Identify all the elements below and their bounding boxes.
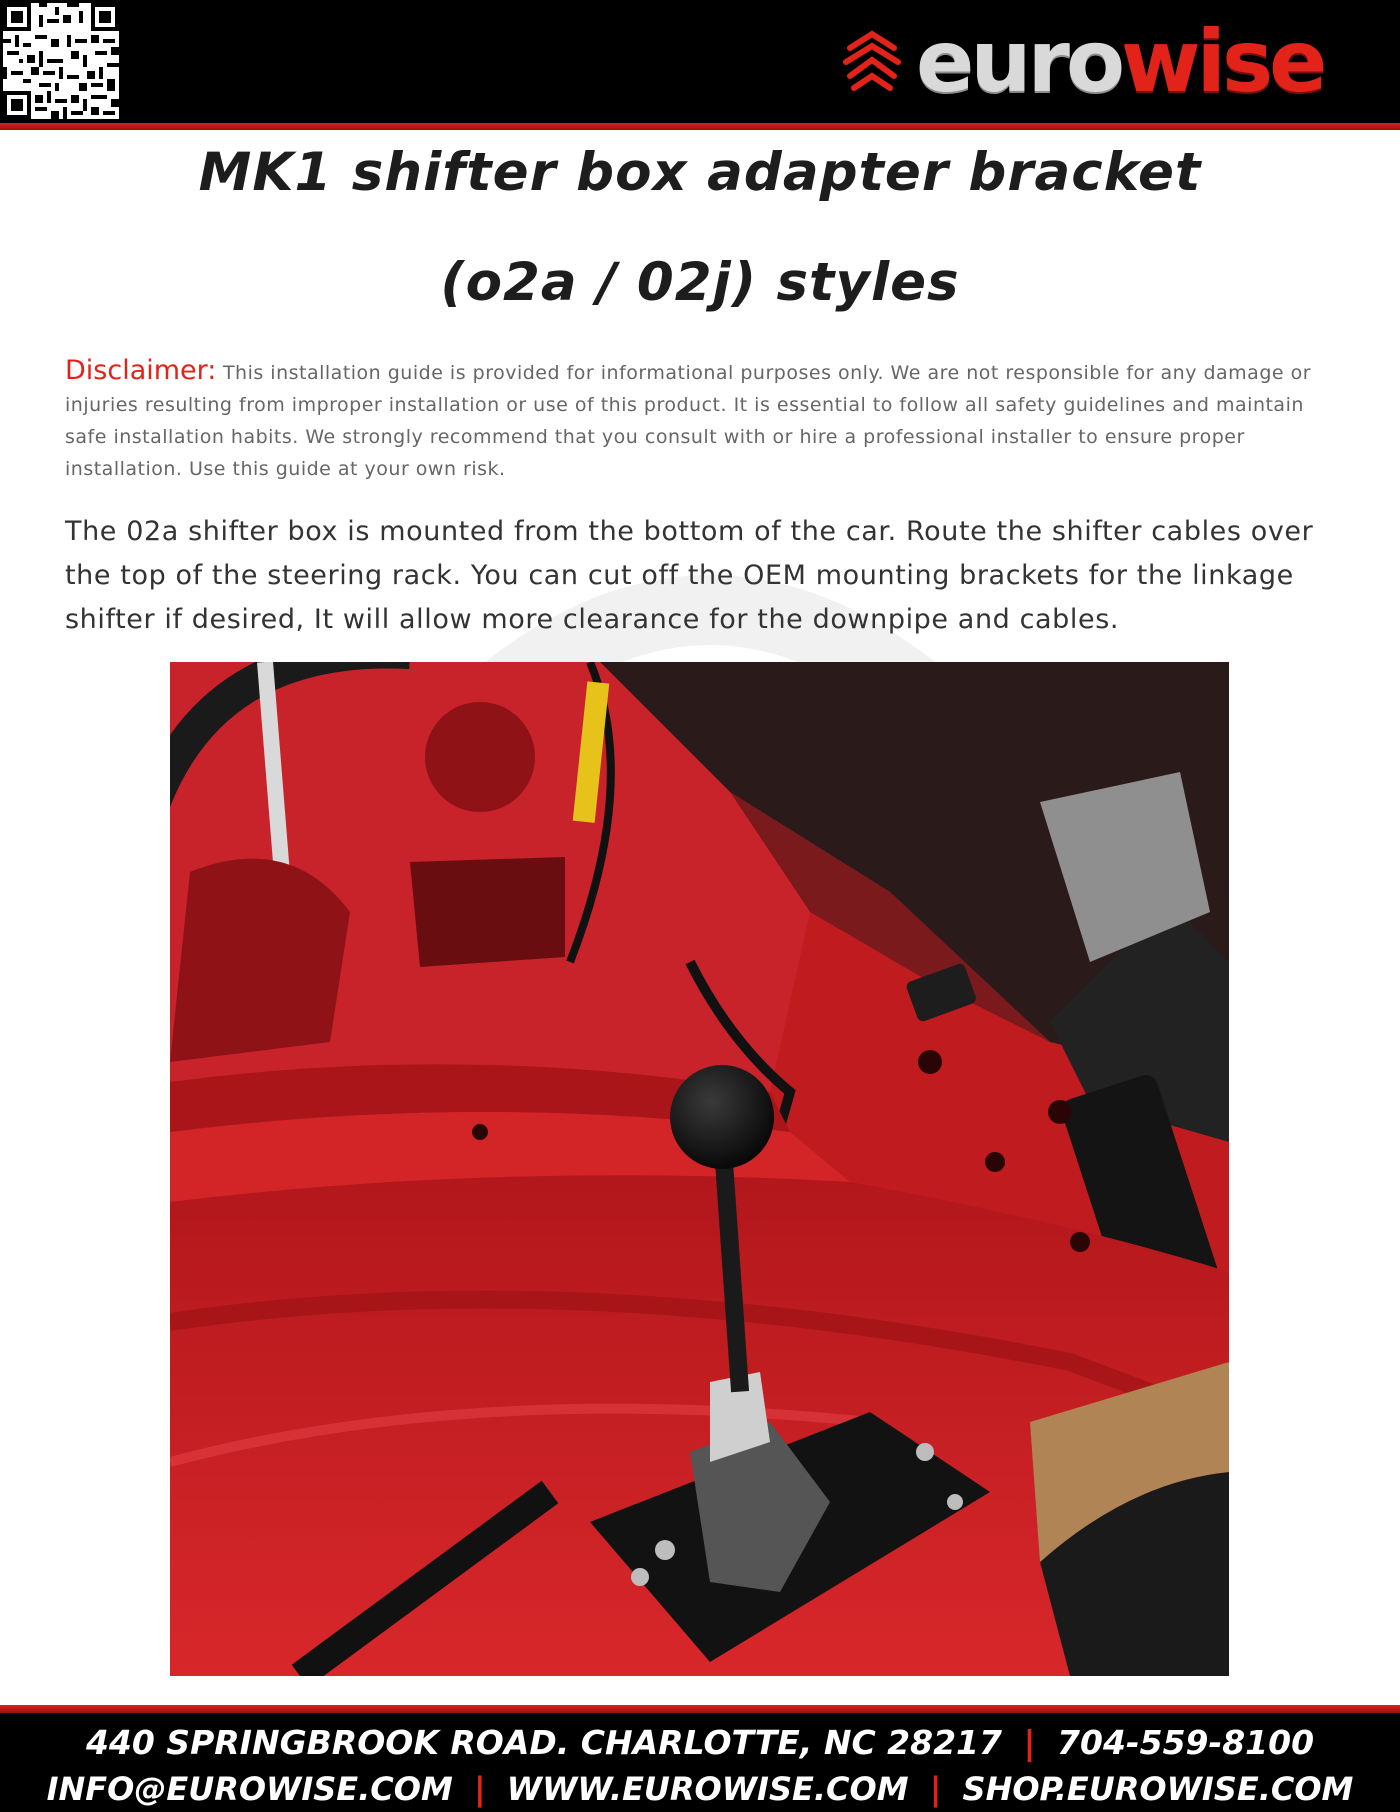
- logo-mark-icon: [836, 26, 908, 98]
- page-title-line-1: MK1 shifter box adapter bracket: [198, 142, 1202, 203]
- instruction-paragraph: The 02a shifter box is mounted from the bottom of the car. Route the shifter cables over the top of the steering rack. You can cut off the OEM mounting brackets for the linkage shifter if desired, It will allow more clearance for the downpipe and cables.: [65, 516, 1314, 635]
- footer-web-line: [0, 1770, 1400, 1808]
- header-red-stripe: [0, 123, 1400, 130]
- footer-phone[interactable]: 704-559-8100: [1057, 1723, 1315, 1762]
- logo-wordmark: [916, 12, 1324, 112]
- footer-shop-link[interactable]: SHOP.EUROWISE.COM: [962, 1770, 1354, 1808]
- footer-red-stripe: [0, 1705, 1400, 1713]
- page-footer: [0, 1713, 1400, 1812]
- footer-separator: |: [473, 1770, 486, 1808]
- eurowise-logo[interactable]: [836, 14, 1384, 110]
- footer-contact-line: [0, 1723, 1400, 1762]
- footer-separator: |: [929, 1770, 942, 1808]
- footer-address: 440 SPRINGBROOK ROAD. CHARLOTTE, NC 28217: [85, 1723, 1002, 1762]
- footer-email-link[interactable]: INFO@EUROWISE.COM: [46, 1770, 453, 1808]
- page-title-line-2: (o2a / 02j) styles: [440, 252, 960, 313]
- disclaimer-text: This installation guide is provided for informational purposes only. We are not responsible for any damage or injuries resulting from improper installation or use of this product. It is essential to follow all safety guidelines and maintain safe installation habits. We strongly recommend that you consult with or hire a professional installer to ensure proper installation. Use this guide at your own risk.: [65, 362, 1312, 480]
- disclaimer-label: Disclaimer:: [65, 355, 217, 386]
- car-interior-shifter-photo: [170, 662, 1229, 1676]
- footer-website-link[interactable]: WWW.EUROWISE.COM: [506, 1770, 909, 1808]
- qr-code-icon[interactable]: [3, 3, 119, 119]
- disclaimer-block: [65, 355, 1330, 485]
- logo-euro-text: euro: [916, 12, 1122, 112]
- footer-separator: |: [1023, 1723, 1036, 1762]
- page-header: [0, 0, 1400, 123]
- logo-wise-text: wise: [1121, 12, 1324, 112]
